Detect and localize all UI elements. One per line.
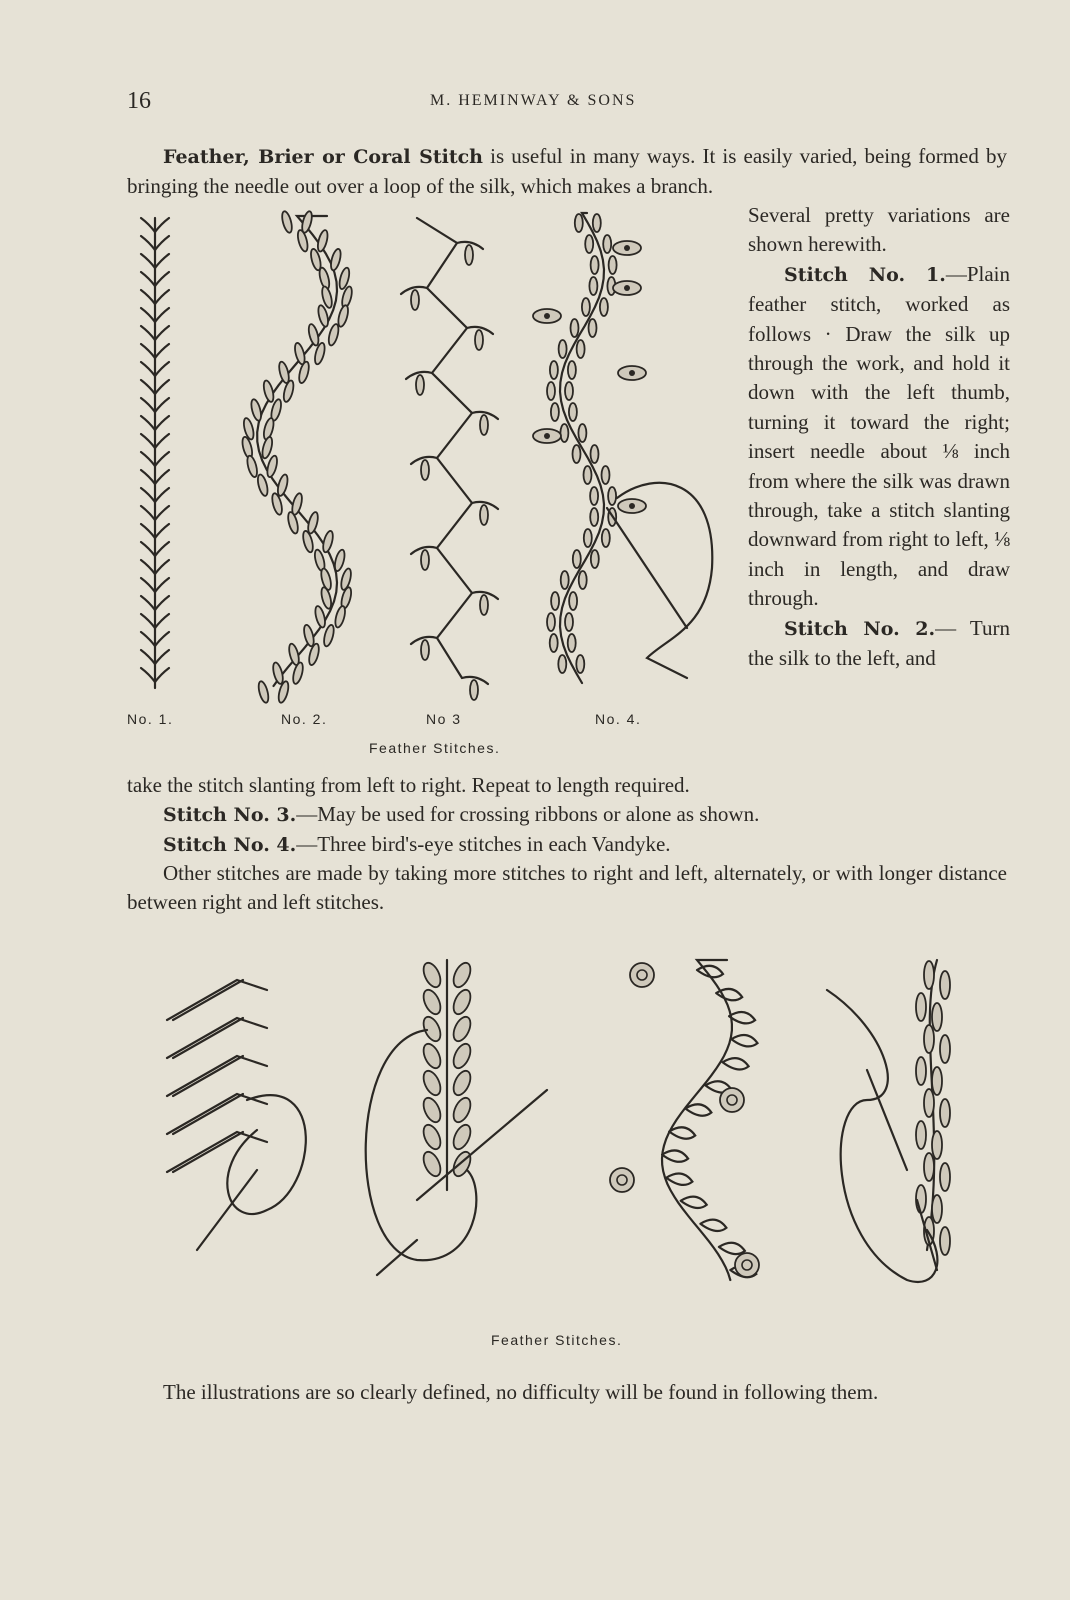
other-stitches-paragraph: Other stitches are made by taking more stitches to right and left, alternately, or with longer distance between right and left stitches. bbox=[127, 861, 1007, 915]
stitch-leaf bbox=[420, 987, 444, 1016]
birds-eye-center bbox=[544, 433, 550, 439]
feather-stitches-figure-top bbox=[127, 208, 727, 708]
intro-paragraph bbox=[127, 142, 1007, 202]
stitch-leaf bbox=[573, 550, 581, 568]
coral-loop bbox=[681, 1197, 707, 1208]
silk-loop bbox=[227, 1095, 305, 1214]
stitch-leaf bbox=[450, 987, 474, 1016]
stitch-leaf bbox=[565, 382, 573, 400]
coral-loop bbox=[719, 1243, 745, 1254]
lower-stitch-b bbox=[366, 960, 547, 1275]
stitch-leaf bbox=[590, 487, 598, 505]
stitch-leaf bbox=[282, 380, 295, 403]
stitch-leaf bbox=[916, 1057, 926, 1085]
chevron-rope-inner bbox=[173, 980, 243, 1020]
stitch-chevron-right bbox=[155, 506, 169, 520]
figure-caption-bottom: Feather Stitches. bbox=[491, 1332, 623, 1348]
stitch-leaf bbox=[590, 508, 598, 526]
stitch-chevron-left bbox=[141, 452, 155, 466]
intro-text: is useful in many ways. It is easily varied, being formed by bringing the needle out over a loop of the silk, which makes a branch. bbox=[127, 144, 1008, 199]
stitch-leaf bbox=[591, 256, 599, 274]
chevron-rope-inner bbox=[173, 1056, 243, 1096]
stitch-leaf bbox=[573, 445, 581, 463]
stitch-chevron-right bbox=[155, 524, 169, 538]
stitch-leaf bbox=[924, 1153, 934, 1181]
stitch-leaf bbox=[571, 319, 579, 337]
stitch-1-text: —Plain feather stitch, worked as follows · Draw the silk up through the work, and hold it down with the left thumb, turning it toward the right; insert needle about ⅛ inch from where the silk was drawn through, take a stitch slanting downward from right to left, ⅛ inch in length, and draw through. bbox=[748, 261, 1010, 611]
stitch-chevron-right bbox=[155, 650, 169, 664]
stitch-leaf bbox=[550, 634, 558, 652]
stitch-chevron-left bbox=[141, 254, 155, 268]
stitch-1-paragraph bbox=[748, 260, 1010, 614]
stitch-3-text: —May be used for crossing ribbons or alone as shown. bbox=[296, 802, 760, 826]
stitch-leaf bbox=[475, 330, 483, 350]
stitch-leaf bbox=[547, 613, 555, 631]
stitch-leaf bbox=[924, 961, 934, 989]
chevron-rope-inner bbox=[173, 1094, 243, 1134]
stitch-leaf bbox=[932, 1067, 942, 1095]
stitch-leaf bbox=[561, 571, 569, 589]
needle bbox=[607, 508, 687, 628]
stitch-chevron-right bbox=[155, 398, 169, 412]
stitch-leaf bbox=[465, 245, 473, 265]
stitch-leaf bbox=[286, 511, 299, 534]
stitch-chevron-right bbox=[155, 488, 169, 502]
stitch-leaf bbox=[589, 277, 597, 295]
stitch-4-illustration bbox=[533, 213, 712, 683]
stitch-leaf bbox=[262, 380, 275, 403]
stitch-leaf bbox=[336, 304, 349, 327]
stitch-leaf bbox=[420, 1068, 444, 1097]
stitch-chevron-left bbox=[141, 362, 155, 376]
stitch-leaf bbox=[420, 1149, 444, 1178]
stitch-leaf bbox=[450, 1014, 474, 1043]
stitch-3-bold: Stitch No. 3. bbox=[163, 804, 297, 826]
stitch-leaf bbox=[450, 960, 474, 989]
stitch-chevron-right bbox=[155, 416, 169, 430]
stitch-leaf bbox=[593, 214, 601, 232]
stitch-leaf bbox=[559, 340, 567, 358]
stitch-leaf bbox=[420, 1041, 444, 1070]
knot bbox=[720, 1088, 744, 1112]
stitch-leaf bbox=[420, 960, 444, 989]
stitch-chevron-left bbox=[141, 524, 155, 538]
stitch-leaf bbox=[261, 436, 274, 459]
knot bbox=[630, 963, 654, 987]
stitch-chevron-left bbox=[141, 308, 155, 322]
stitch-leaf bbox=[550, 361, 558, 379]
stitch-chevron-left bbox=[141, 398, 155, 412]
birds-eye-center bbox=[624, 285, 630, 291]
stitch-leaf bbox=[940, 1163, 950, 1191]
coral-loop bbox=[666, 1174, 692, 1185]
stitch-chevron-left bbox=[141, 380, 155, 394]
stitch-leaf bbox=[916, 993, 926, 1021]
stitch-leaf bbox=[585, 235, 593, 253]
stitch-chevron-left bbox=[141, 488, 155, 502]
stitch-leaf bbox=[306, 511, 319, 534]
stitch-leaf bbox=[245, 455, 258, 478]
stitch-chevron-left bbox=[141, 416, 155, 430]
stitch-leaf bbox=[307, 323, 320, 346]
stitch-leaf bbox=[420, 1014, 444, 1043]
stitch-leaf bbox=[450, 1041, 474, 1070]
stitch-leaf bbox=[565, 613, 573, 631]
chevron-rope-inner bbox=[173, 1018, 243, 1058]
stitch-leaf bbox=[916, 1121, 926, 1149]
stitch-chevron-left bbox=[141, 506, 155, 520]
stitch-leaf bbox=[277, 361, 290, 384]
stitch-chevron-left bbox=[141, 578, 155, 592]
stitch-leaf bbox=[551, 592, 559, 610]
stitch-chevron-right bbox=[155, 434, 169, 448]
stitch-leaf bbox=[302, 624, 315, 647]
stitch-chevron-right bbox=[155, 344, 169, 358]
stitch-leaf bbox=[608, 487, 616, 505]
stitch-leaf bbox=[327, 323, 340, 346]
stitch-chevron-left bbox=[141, 272, 155, 286]
stitch-leaf bbox=[470, 680, 478, 700]
stitch-2-illustration bbox=[241, 210, 354, 703]
stitch-leaf bbox=[480, 595, 488, 615]
stitch-3-paragraph bbox=[127, 800, 1007, 830]
stitch-leaf bbox=[257, 680, 270, 703]
stitch-leaf bbox=[940, 971, 950, 999]
stitch-chevron-left bbox=[141, 470, 155, 484]
stitch-chevron-right bbox=[155, 596, 169, 610]
stitch-leaf bbox=[551, 403, 559, 421]
stitch-leaf bbox=[575, 214, 583, 232]
running-head: M. HEMINWAY & SONS bbox=[430, 92, 637, 109]
stitch-chevron-right bbox=[155, 254, 169, 268]
coral-loop bbox=[716, 989, 742, 1000]
stitch-leaf bbox=[568, 634, 576, 652]
stitch-leaf bbox=[280, 210, 293, 233]
stitch-leaf bbox=[276, 474, 289, 497]
stitch-1-bold: Stitch No. 1. bbox=[784, 263, 946, 286]
stitch-leaf bbox=[547, 382, 555, 400]
stitch-leaf bbox=[603, 235, 611, 253]
stitch-chevron-right bbox=[155, 290, 169, 304]
stitch-chevron-right bbox=[155, 218, 169, 232]
stitch-chevron-right bbox=[155, 326, 169, 340]
stitch-leaf bbox=[576, 655, 584, 673]
stitch-leaf bbox=[940, 1035, 950, 1063]
stitch-leaf bbox=[569, 403, 577, 421]
stitch-chevron-left bbox=[141, 560, 155, 574]
stitch-1-illustration bbox=[141, 218, 169, 688]
stitch-leaf bbox=[582, 298, 590, 316]
stitch-leaf bbox=[578, 424, 586, 442]
stitch-chevron-right bbox=[155, 470, 169, 484]
stitch-leaf bbox=[320, 586, 333, 609]
stitch-chevron-right bbox=[155, 236, 169, 250]
stitch-leaf bbox=[265, 455, 278, 478]
stitch-chevron-right bbox=[155, 668, 169, 682]
stitch-chevron-left bbox=[141, 668, 155, 682]
stitch-leaf bbox=[329, 248, 342, 271]
coral-loop bbox=[685, 1104, 711, 1115]
stitch-leaf bbox=[420, 1095, 444, 1124]
stitch-leaf bbox=[333, 605, 346, 628]
coral-loop bbox=[723, 1058, 749, 1069]
stitch-leaf bbox=[924, 1025, 934, 1053]
figure-label-4: No. 4. bbox=[595, 711, 642, 727]
stitch-leaf bbox=[589, 319, 597, 337]
stitch-leaf bbox=[591, 445, 599, 463]
stitch-leaf bbox=[249, 398, 262, 421]
stitch-chevron-right bbox=[155, 578, 169, 592]
stitch-leaf bbox=[940, 1227, 950, 1255]
stitch-chevron-right bbox=[155, 632, 169, 646]
stitch-chevron-left bbox=[141, 434, 155, 448]
stitch-leaf bbox=[924, 1089, 934, 1117]
figure-label-2: No. 2. bbox=[281, 711, 328, 727]
stitch-chevron-left bbox=[141, 542, 155, 556]
stitch-leaf bbox=[916, 1185, 926, 1213]
stitch-leaf bbox=[313, 605, 326, 628]
stitch-leaf bbox=[339, 568, 352, 591]
figure-label-1: No. 1. bbox=[127, 711, 174, 727]
birds-eye-center bbox=[544, 313, 550, 319]
stitch-leaf bbox=[421, 460, 429, 480]
stitch-leaf bbox=[480, 415, 488, 435]
stitch-chevron-left bbox=[141, 650, 155, 664]
coral-loop bbox=[732, 1035, 758, 1046]
stitch-leaf bbox=[579, 571, 587, 589]
stitch-leaf bbox=[291, 662, 304, 685]
stitch-2-bold: Stitch No. 2. bbox=[784, 617, 936, 640]
chevron-rope-inner bbox=[173, 1132, 243, 1172]
stitch-chevron-right bbox=[155, 614, 169, 628]
stitch-leaf bbox=[932, 1131, 942, 1159]
lower-stitch-c bbox=[610, 960, 759, 1280]
stitch-leaf bbox=[940, 1099, 950, 1127]
stitch-leaf bbox=[416, 375, 424, 395]
lower-stitch-d bbox=[827, 960, 950, 1282]
stitch-leaf bbox=[558, 655, 566, 673]
stitch-leaf bbox=[411, 290, 419, 310]
stitch-leaf bbox=[271, 662, 284, 685]
intro-bold: Feather, Brier or Coral Stitch bbox=[163, 146, 483, 168]
stitch-chevron-right bbox=[155, 452, 169, 466]
stitch-leaf bbox=[297, 361, 310, 384]
stitch-chevron-left bbox=[141, 290, 155, 304]
stitch-leaf bbox=[333, 549, 346, 572]
stitch-chevron-left bbox=[141, 326, 155, 340]
stitch-leaf bbox=[602, 529, 610, 547]
stitch-leaf bbox=[569, 592, 577, 610]
stitch-4-paragraph bbox=[127, 830, 1007, 860]
stitch-chevron-left bbox=[141, 236, 155, 250]
stitch-leaf bbox=[932, 1195, 942, 1223]
coral-loop bbox=[700, 1220, 726, 1231]
stitch-chevron-left bbox=[141, 218, 155, 232]
stitch-2-paragraph bbox=[748, 614, 1010, 674]
stitch-chevron-left bbox=[141, 596, 155, 610]
stitch-spine bbox=[662, 960, 732, 1280]
continuation-paragraph: take the stitch slanting from left to right. Repeat to length required. bbox=[127, 773, 690, 797]
stitch-2-text: — Turn the silk to the left, and bbox=[748, 615, 1011, 671]
stitch-chevron-right bbox=[155, 272, 169, 286]
birds-eye-center bbox=[624, 245, 630, 251]
coral-loop bbox=[729, 1012, 755, 1023]
stitch-leaf bbox=[450, 1095, 474, 1124]
knot bbox=[610, 1168, 634, 1192]
stitch-leaf bbox=[316, 229, 329, 252]
stitch-leaf bbox=[450, 1068, 474, 1097]
stitch-leaf bbox=[560, 424, 568, 442]
knot bbox=[735, 1253, 759, 1277]
stitch-leaf bbox=[420, 1122, 444, 1151]
closing-paragraph: The illustrations are so clearly defined, no difficulty will be found in following them. bbox=[163, 1380, 879, 1404]
stitch-leaf bbox=[421, 550, 429, 570]
stitch-leaf bbox=[602, 466, 610, 484]
stitch-3-illustration bbox=[401, 218, 498, 700]
figure-label-3: No 3 bbox=[426, 711, 462, 727]
stitch-leaf bbox=[591, 550, 599, 568]
birds-eye-center bbox=[629, 503, 635, 509]
stitch-chevron-right bbox=[155, 380, 169, 394]
coral-loop bbox=[662, 1150, 688, 1161]
stitch-leaf bbox=[577, 340, 585, 358]
stitch-chevron-left bbox=[141, 614, 155, 628]
stitch-4-bold: Stitch No. 4. bbox=[163, 834, 297, 856]
stitch-leaf bbox=[584, 529, 592, 547]
stitch-chevron-left bbox=[141, 344, 155, 358]
stitch-4-text: —Three bird's-eye stitches in each Vandyke. bbox=[296, 832, 671, 856]
stitch-leaf bbox=[480, 505, 488, 525]
stitch-chevron-right bbox=[155, 560, 169, 574]
stitch-leaf bbox=[421, 640, 429, 660]
coral-loop bbox=[669, 1127, 695, 1138]
side-column bbox=[748, 201, 1010, 674]
stitch-leaf bbox=[600, 298, 608, 316]
side-intro: Several pretty variations are shown herewith. bbox=[748, 203, 1010, 257]
stitch-chevron-right bbox=[155, 542, 169, 556]
stitch-leaf bbox=[932, 1003, 942, 1031]
birds-eye-center bbox=[629, 370, 635, 376]
stitch-leaf bbox=[584, 466, 592, 484]
stitch-leaf bbox=[450, 1122, 474, 1151]
page-number: 16 bbox=[127, 88, 151, 114]
stitch-chevron-right bbox=[155, 362, 169, 376]
figure-caption-top: Feather Stitches. bbox=[369, 740, 501, 756]
stitch-leaf bbox=[296, 229, 309, 252]
stitch-leaf bbox=[568, 361, 576, 379]
stitch-chevron-left bbox=[141, 632, 155, 646]
feather-stitches-figure-bottom bbox=[127, 950, 1007, 1320]
stitch-chevron-right bbox=[155, 308, 169, 322]
stitch-leaf bbox=[609, 256, 617, 274]
stitch-leaf bbox=[256, 474, 269, 497]
lower-stitch-a bbox=[167, 980, 306, 1250]
stitch-leaf bbox=[321, 530, 334, 553]
